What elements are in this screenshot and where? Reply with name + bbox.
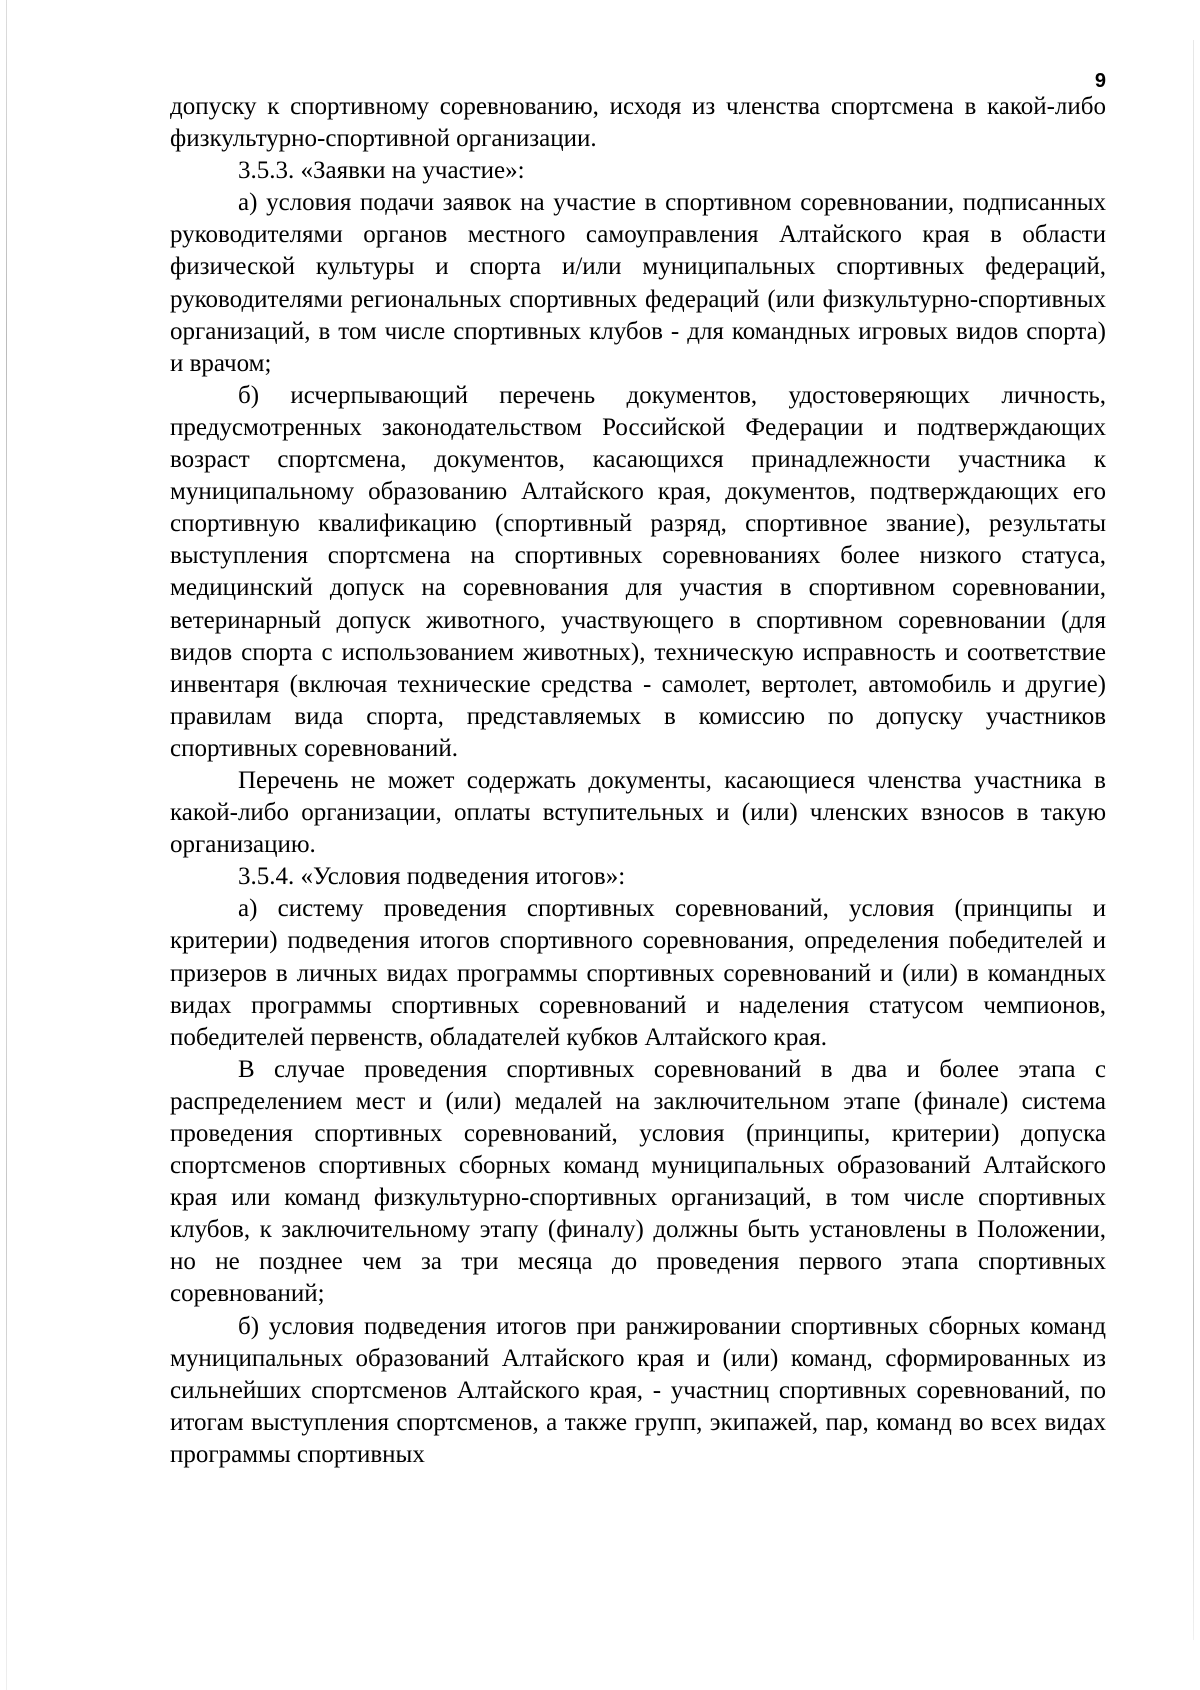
paragraph-continuation: допуску к спортивному соревнованию, исходя из членства спортсмена в какой-либо физкультурно-спортивной организации. bbox=[170, 93, 1106, 153]
scan-edge-left bbox=[6, 0, 7, 1690]
scan-edge-right bbox=[1193, 40, 1194, 1640]
page-number: 9 bbox=[1094, 70, 1106, 92]
paragraph-stages: В случае проведения спортивных соревнований в два и более этапа с распределением мест и (или) медалей на заключительном этапе (финале) система проведения спортивных соревнований, условия (принципы, критерии) допуска спортсменов спортивных сборных команд муниципальных образований Алтайского края или команд физкультурно-спортивных организаций, в том числе спортивных клубов, к заключительному этапу (финалу) должны быть установлены в Положении, но не позднее чем за три месяца до проведения первого этапа спортивных соревнований; bbox=[170, 1055, 1106, 1308]
paragraph-list-restriction: Перечень не может содержать документы, касающиеся членства участника в какой-либо организации, оплаты вступительных и (или) членских взносов в такую организацию. bbox=[170, 766, 1106, 859]
paragraph-item-b-results: б) условия подведения итогов при ранжировании спортивных сборных команд муниципальных образований Алтайского края и (или) команд, сформированных из сильнейших спортсменов Алтайского края, - участниц спортивных соревнований, по итогам выступления спортсменов, а также групп, экипажей, пар, команд во всех видах программы спортивных bbox=[170, 1312, 1106, 1468]
section-heading-3-5-4: 3.5.4. «Условия подведения итогов»: bbox=[238, 863, 626, 891]
paragraph-item-b: б) исчерпывающий перечень документов, удостоверяющих личность, предусмотренных законодательством Российской Федерации и подтверждающих возраст спортсмена, документов, касающихся принадлежности участника к муниципальному образованию Алтайского края, документов, подтверждающих его спортивную квалификацию (спортивный разряд, спортивное звание), результаты выступления спортсмена на спортивных соревнованиях более низкого статуса, медицинский допуск на соревнования для участия в спортивном соревновании, ветеринарный допуск животного, участвующего в спортивном соревновании (для видов спорта с использованием животных), техническую исправность и соответствие инвентаря (включая технические средства - самолет, вертолет, автомобиль и другие) правилам вида спорта, представляемых в комиссию по допуску участников спортивных соревнований. bbox=[170, 381, 1106, 762]
paragraph-item-a: а) условия подачи заявок на участие в спортивном соревновании, подписанных руководителями органов местного самоуправления Алтайского края в области физической культуры и спорта и/или муниципальных спортивных федераций, руководителями региональных спортивных федераций (или физкультурно-спортивных организаций, в том числе спортивных клубов - для командных игровых видов спорта) и врачом; bbox=[170, 189, 1106, 377]
document-body bbox=[170, 91, 1106, 1471]
paragraph-item-a-results: а) систему проведения спортивных соревнований, условия (принципы и критерии) подведения итогов спортивного соревнования, определения победителей и призеров в личных видах программы спортивных соревнований и (или) в командных видах программы спортивных соревнований и наделения статусом чемпионов, победителей первенств, обладателей кубков Алтайского края. bbox=[170, 895, 1106, 1051]
section-heading-3-5-3: 3.5.3. «Заявки на участие»: bbox=[238, 157, 525, 185]
